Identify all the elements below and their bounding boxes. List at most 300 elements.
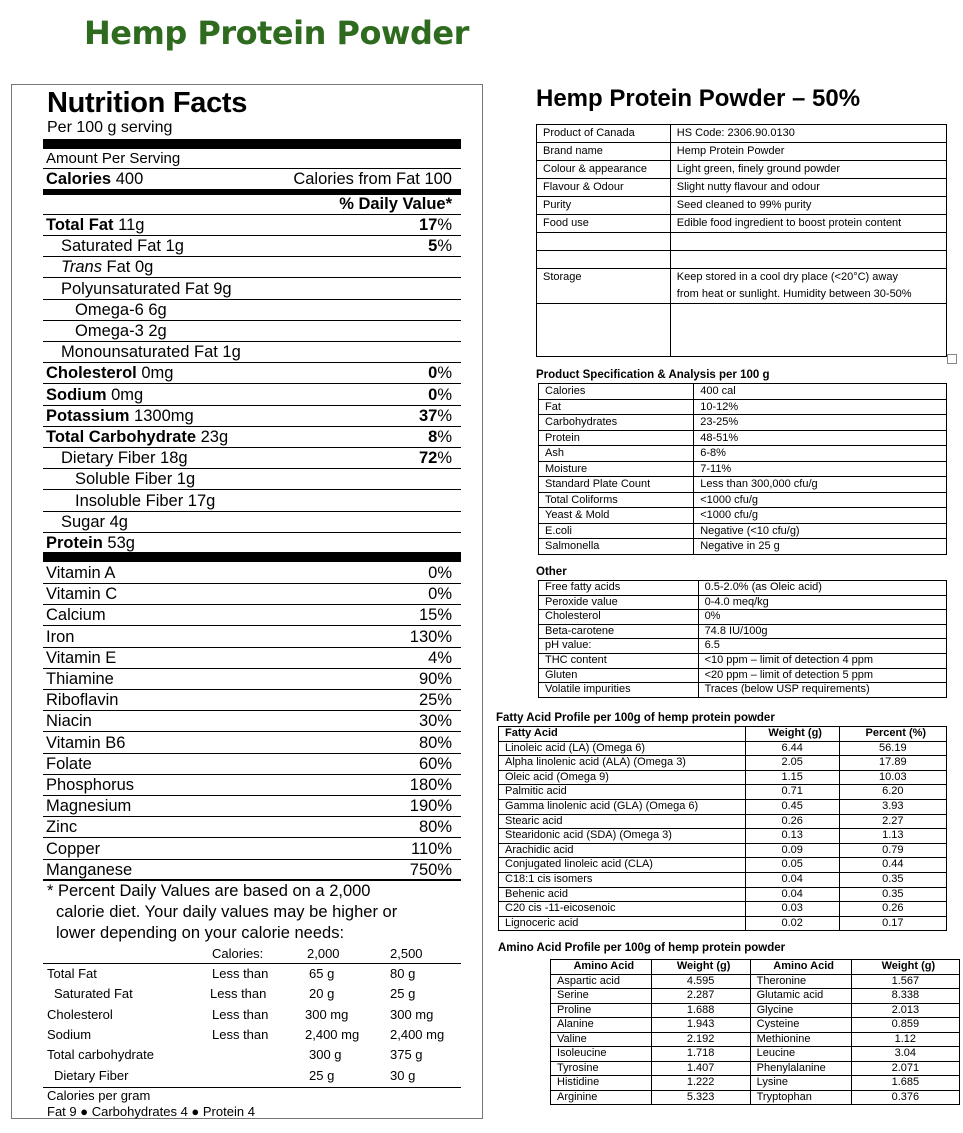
dv-row-2500: 25 g [390,986,416,1002]
table-cell: Lysine [750,1076,851,1091]
table-cell: 1.943 [651,1018,750,1033]
dv-row-2500: 300 mg [390,1006,434,1022]
table-cell: Protein [539,430,694,446]
dv-row-2000: 2,400 mg [305,1026,360,1042]
daily-value-number: 72 [418,449,438,468]
table-cell: 5.323 [651,1090,750,1105]
table-cell: Oleic acid (Omega 9) [499,770,746,785]
table-cell [670,251,946,269]
nutrient-row [43,300,461,321]
dv-calories-label: Calories: [212,946,264,961]
table-cell: 2.013 [851,1003,959,1018]
daily-value-header-row: % Daily Value* [43,194,461,215]
table-cell: 0.04 [745,872,839,887]
vitamin-pct: 80% [418,733,452,752]
dv-col-2500: 2,500 [390,946,423,961]
table-cell: 1.685 [851,1076,959,1091]
table-cell: 400 cal [694,384,947,400]
nutrient-amount: Omega-6 6g [75,300,167,319]
table-header-cell: Amino Acid [750,960,851,975]
table-cell: Product of Canada [537,125,671,143]
daily-value-number: 0 [428,364,438,383]
table-cell: Colour & appearance [537,161,671,179]
table-row [539,523,947,539]
table-cell: Gamma linolenic acid (GLA) (Omega 6) [499,799,746,814]
nutrient-row [43,533,461,554]
table-row [539,461,947,477]
nutrient-amount: 0mg [106,385,144,404]
vitamin-row [43,860,461,881]
table-cell: Glutamic acid [750,989,851,1004]
table-row [499,829,947,844]
table-cell: 48-51% [694,430,947,446]
vitamin-row [43,584,461,605]
dv-row-label: Dietary Fiber [54,1067,129,1083]
table-row [499,916,947,931]
table-cell: Behenic acid [499,887,746,902]
vitamin-row [43,605,461,626]
dv-row-2000: 20 g [309,986,335,1002]
table-cell: Lignoceric acid [499,916,746,931]
vitamin-row [43,563,461,584]
nutrient-label [46,533,135,554]
table-cell: <10 ppm – limit of detection 4 ppm [698,653,946,668]
table-cell: 8.338 [851,989,959,1004]
vitamin-pct: 4% [428,648,452,667]
nutrient-label [46,385,143,406]
table-cell [670,304,946,357]
table-cell: 2.071 [851,1061,959,1076]
table-cell: Volatile impurities [539,683,699,698]
table-cell: 4.595 [651,974,750,989]
calories-per-gram-values: Fat 9 ● Carbohydrates 4 ● Protein 4 [47,1104,255,1119]
other-title: Other [536,566,567,578]
table-cell: Serine [551,989,652,1004]
table-cell: Palmitic acid [499,785,746,800]
nutrient-row [43,257,461,278]
table-header-row [551,960,960,975]
table-row [537,251,947,269]
vitamin-row [43,711,461,732]
table-cell [537,233,671,251]
dv-row-2500: 375 g [390,1047,423,1063]
nutrient-label [61,257,153,278]
vitamin-pct: 15% [418,606,452,625]
table-row [539,508,947,524]
table-header-cell: Weight (g) [651,960,750,975]
nutrient-label [61,236,184,257]
vitamin-label: Niacin [46,712,92,731]
table-row [551,989,960,1004]
vitamin-pct: 190% [409,797,452,816]
nutrient-name: Protein [46,534,103,552]
table-cell [537,304,671,357]
table-cell: Traces (below USP requirements) [698,683,946,698]
table-cell: Less than 300,000 cfu/g [694,477,947,493]
vitamin-label: Phosphorus [46,776,135,794]
table-row [499,741,947,756]
table-cell: Valine [551,1032,652,1047]
table-cell: Tryptophan [750,1090,851,1105]
table-cell: 10-12% [694,399,947,415]
table-cell: <20 ppm – limit of detection 5 ppm [698,668,946,683]
dv-row-compare: Less than [212,966,269,981]
table-row [537,286,947,304]
vitamin-row [43,733,461,754]
table-cell: 0.03 [745,902,839,917]
nutrient-row [43,427,461,448]
table-cell: 0.05 [745,858,839,873]
vitamin-label: Thiamine [46,670,114,688]
daily-values-footnote: * Percent Daily Values are based on a 2,000 calorie diet. Your daily values may be higher or lower depending on your calorie needs: [47,882,398,942]
table-cell: Moisture [539,461,694,477]
table-row [499,858,947,873]
table-cell [670,233,946,251]
table-row [537,179,947,197]
nutrient-daily-value [419,406,452,427]
table-cell: 1.12 [851,1032,959,1047]
nutrient-label [61,448,188,469]
table-cell: pH value: [539,639,699,654]
table-cell: 0.859 [851,1018,959,1033]
dv-row-2500: 2,400 mg [390,1026,445,1042]
table-cell: Arachidic acid [499,843,746,858]
nutrient-row [43,448,461,469]
nutrient-name: Potassium [46,406,130,425]
vitamin-row [43,839,461,860]
table-cell: Arginine [551,1090,652,1105]
table-cell: Light green, finely ground powder [670,161,946,179]
table-cell: Aspartic acid [551,974,652,989]
table-row [499,770,947,785]
table-cell: Ash [539,446,694,462]
table-cell: Theronine [750,974,851,989]
table-cell: Hemp Protein Powder [670,143,946,161]
table-row [499,756,947,771]
table-cell: Salmonella [539,539,694,555]
spec-title: Hemp Protein Powder – 50% [536,85,861,112]
dv-divider [43,963,461,964]
dv-row-2500: 30 g [390,1067,416,1083]
table-row [551,1047,960,1062]
vitamin-row [43,648,461,669]
nutrient-amount: 53g [102,534,135,552]
table-cell: 23-25% [694,415,947,431]
table-cell: from heat or sunlight. Humidity between 30-50% [670,286,946,304]
table-row [537,161,947,179]
table-cell: <1000 cfu/g [694,508,947,524]
vitamin-pct: 110% [411,839,452,858]
table-cell: 6.44 [745,741,839,756]
nutrient-label [75,491,215,512]
table-row [499,843,947,858]
nutrient-amount: 23g [196,428,229,446]
vitamin-label: Calcium [46,606,106,625]
table-cell: Standard Plate Count [539,477,694,493]
table-row [539,415,947,431]
table-row [537,197,947,215]
calories-label: Calories [46,170,112,188]
table-header-cell: Weight (g) [745,727,839,742]
nutrient-label [61,512,128,533]
nutrient-daily-value [428,363,452,384]
table-row [539,492,947,508]
table-cell: Purity [537,197,671,215]
table-row [539,446,947,462]
table-row [537,143,947,161]
vitamin-pct: 25% [418,691,452,710]
daily-value-percent: % [437,406,452,425]
table-row [539,399,947,415]
table-cell: Leucine [750,1047,851,1062]
table-row [537,233,947,251]
nutrient-daily-value [419,448,452,469]
table-cell: Brand name [537,143,671,161]
table-row [539,639,947,654]
daily-value-number: 37 [418,406,438,425]
table-row [539,430,947,446]
table-row [499,785,947,800]
vitamin-label: Vitamin C [46,585,118,604]
fatty-acid-table [498,726,947,931]
table-cell: 7-11% [694,461,947,477]
nutrient-name: Cholesterol [46,364,137,383]
daily-value-percent: % [437,364,452,383]
table-cell: 6.20 [839,785,946,800]
dv-row-2000: 300 mg [305,1006,349,1022]
table-header-cell: Percent (%) [839,727,946,742]
table-cell: Food use [537,215,671,233]
table-cell: 2.192 [651,1032,750,1047]
table-cell: Seed cleaned to 99% purity [670,197,946,215]
table-row [539,653,947,668]
table-cell: Slight nutty flavour and odour [670,179,946,197]
table-cell [537,286,671,304]
table-row [499,814,947,829]
vitamin-label: Riboflavin [46,691,119,710]
nutrient-amount: Omega-3 2g [75,322,167,340]
vitamin-pct: 130% [409,627,452,646]
table-cell: 3.93 [839,799,946,814]
nutrient-daily-value [428,427,452,448]
table-row [551,1061,960,1076]
table-cell: 0.26 [839,902,946,917]
daily-value-number: 0 [428,385,438,404]
vitamin-pct: 30% [418,712,452,731]
table-row [551,1003,960,1018]
table-cell: C18:1 cis isomers [499,872,746,887]
vitamin-row [43,817,461,838]
nutrient-row [43,279,461,300]
table-cell: 0.5-2.0% (as Oleic acid) [698,581,946,596]
vitamin-row [43,754,461,775]
table-cell: 6-8% [694,446,947,462]
table-header-row [499,727,947,742]
table-cell [537,251,671,269]
table-row [539,581,947,596]
nutrient-row [43,236,461,257]
table-cell: 1.407 [651,1061,750,1076]
vitamin-label: Vitamin A [46,564,116,582]
table-cell: 1.567 [851,974,959,989]
table-cell: 74.8 IU/100g [698,624,946,639]
vitamin-pct: 180% [409,776,452,794]
dv-row-label: Sodium [47,1026,92,1042]
table-cell: Linoleic acid (LA) (Omega 6) [499,741,746,756]
table-cell: 0.04 [745,887,839,902]
table-cell: Yeast & Mold [539,508,694,524]
fatty-acid-title: Fatty Acid Profile per 100g of hemp protein powder [496,712,775,724]
table-cell: Flavour & Odour [537,179,671,197]
table-row [551,1018,960,1033]
amino-acid-table [550,959,960,1105]
table-cell: 2.27 [839,814,946,829]
nutrient-row [43,342,461,363]
table-cell: 1.222 [651,1076,750,1091]
table-cell: Alanine [551,1018,652,1033]
daily-value-number: 5 [428,237,438,256]
table-row [539,610,947,625]
table-row [551,1032,960,1047]
table-cell: Isoleucine [551,1047,652,1062]
other-table [538,580,947,698]
table-cell: Glycine [750,1003,851,1018]
dv-row-2000: 300 g [309,1047,342,1063]
table-cell: Methionine [750,1032,851,1047]
vitamin-pct: 90% [418,670,452,688]
vitamin-label: Magnesium [46,797,132,816]
vitamin-label: Iron [46,627,75,646]
table-cell: Stearidonic acid (SDA) (Omega 3) [499,829,746,844]
table-cell: 0.09 [745,843,839,858]
calories-value: 400 [115,170,144,188]
table-row [539,384,947,400]
table-cell: 0.13 [745,829,839,844]
table-cell: 0.45 [745,799,839,814]
nutrient-daily-value [428,385,452,406]
nutrient-label [61,342,241,363]
nutrient-amount: Polyunsaturated Fat 9g [61,279,232,298]
analysis-title: Product Specification & Analysis per 100 g [536,369,770,381]
table-cell: 0-4.0 meq/kg [698,595,946,610]
nutrient-label [75,469,195,490]
table-cell: Total Coliforms [539,492,694,508]
nutrient-label [46,215,144,236]
amino-acid-title: Amino Acid Profile per 100g of hemp protein powder [498,942,786,954]
table-cell: Calories [539,384,694,400]
vitamin-label: Zinc [46,818,78,837]
dv-row-compare: Less than [212,1026,269,1042]
table-cell: Conjugated linoleic acid (CLA) [499,858,746,873]
table-row [551,1090,960,1105]
table-cell: E.coli [539,523,694,539]
table-cell: Gluten [539,668,699,683]
daily-value-percent: % [437,428,452,446]
table-row [539,668,947,683]
table-row [537,304,947,357]
table-row [539,624,947,639]
table-row [499,872,947,887]
table-cell: 1.15 [745,770,839,785]
nutrient-row [43,469,461,490]
daily-value-number: 8 [428,428,438,446]
nutrient-name: Total Carbohydrate [46,428,197,446]
nutrient-amount: Fat 0g [101,258,154,277]
table-cell: Cysteine [750,1018,851,1033]
product-info-table [536,124,947,357]
table-cell: 0.71 [745,785,839,800]
dv-row-label: Saturated Fat [54,986,133,1002]
nutrient-label [46,406,194,427]
daily-value-percent: % [437,216,452,234]
vitamin-pct: 80% [418,818,452,837]
table-row [499,799,947,814]
nutrient-row [43,363,461,384]
table-cell: Fat [539,399,694,415]
serving-size: Per 100 g serving [47,119,173,136]
table-row [551,1076,960,1091]
table-cell: Alpha linolenic acid (ALA) (Omega 3) [499,756,746,771]
vitamin-pct: 0% [428,564,452,582]
nutrient-row [43,215,461,236]
table-row [551,974,960,989]
nutrient-amount: Saturated Fat 1g [61,237,184,256]
calories-row [43,169,461,190]
table-cell: 1.13 [839,829,946,844]
nutrient-label [46,363,173,384]
vitamin-row [43,627,461,648]
table-cell: 0.02 [745,916,839,931]
analysis-table [538,383,947,555]
table-header-cell: Fatty Acid [499,727,746,742]
table-row [537,269,947,287]
table-cell: Cholesterol [539,610,699,625]
vitamin-label: Folate [46,754,92,773]
nutrient-row [43,512,461,533]
table-cell: Keep stored in a cool dry place (<20°C) away [670,269,946,287]
table-cell: Free fatty acids [539,581,699,596]
nutrient-row [43,321,461,342]
amount-per-serving-row: Amount Per Serving [43,148,461,169]
table-cell: C20 cis -11-eicosenoic [499,902,746,917]
daily-value-number: 17 [418,216,438,234]
nutrient-row [43,406,461,427]
table-cell: 6.5 [698,639,946,654]
table-cell: 56.19 [839,741,946,756]
nutrient-amount: 11g [113,216,145,234]
vitamin-row [43,796,461,817]
table-cell: <1000 cfu/g [694,492,947,508]
table-cell: Negative (<10 cfu/g) [694,523,947,539]
nutrient-name: Sodium [46,385,107,404]
vitamin-pct: 60% [418,754,452,773]
dv-row-2500: 80 g [390,966,416,981]
table-cell: 2.05 [745,756,839,771]
table-row [539,539,947,555]
table-cell: Negative in 25 g [694,539,947,555]
vitamin-label: Vitamin E [46,648,117,667]
page-title: Hemp Protein Powder [84,14,469,52]
nutrient-label [61,279,232,300]
table-cell: THC content [539,653,699,668]
table-cell: Peroxide value [539,595,699,610]
dv-row-label: Cholesterol [47,1006,113,1022]
nutrient-italic: Trans [61,258,102,277]
vitamin-row [43,690,461,711]
table-row [537,125,947,143]
table-row [539,477,947,493]
vitamin-pct: 750% [409,860,452,879]
